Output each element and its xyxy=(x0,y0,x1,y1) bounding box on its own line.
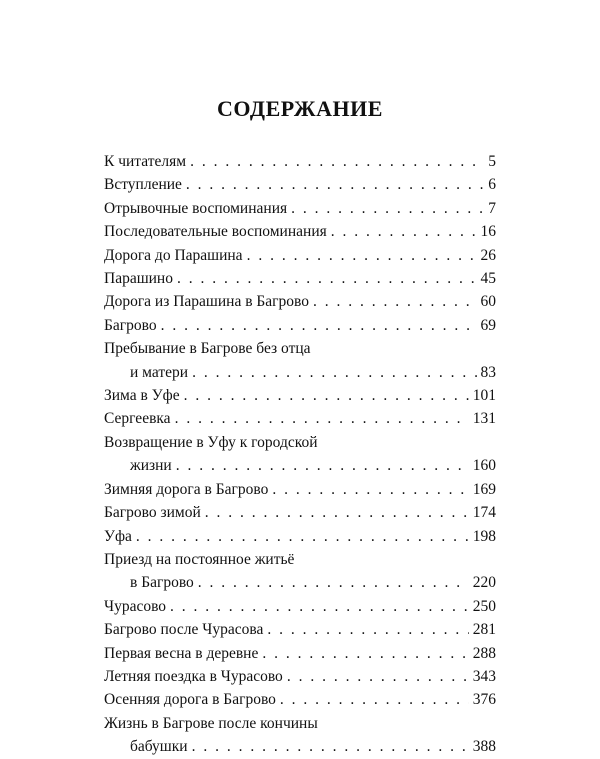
dot-leader xyxy=(280,688,469,711)
toc-entry xyxy=(104,525,496,548)
dot-leader xyxy=(192,735,469,758)
toc-entry-title: Жизнь в Багрове после кончины xyxy=(104,714,318,732)
toc-entry xyxy=(104,314,496,337)
toc-entry-title: Парашино xyxy=(104,270,173,288)
toc-entry-row xyxy=(104,665,496,688)
dot-leader xyxy=(331,220,477,243)
dot-leader xyxy=(184,384,469,407)
toc-entry-title: Багрово зимой xyxy=(104,504,201,522)
toc-entry-row xyxy=(104,314,496,337)
dot-leader xyxy=(190,150,484,173)
toc-entry xyxy=(104,501,496,524)
toc-entry-row xyxy=(104,454,496,477)
toc-entry-title: Дорога до Парашина xyxy=(104,246,243,264)
toc-entry xyxy=(104,337,496,384)
toc-entry-title: Первая весна в деревне xyxy=(104,644,259,662)
dot-leader xyxy=(247,244,477,267)
toc-page-number: 250 xyxy=(472,597,496,615)
toc-page-number: 69 xyxy=(480,316,496,334)
toc-entry xyxy=(104,548,496,595)
table-of-contents xyxy=(104,150,496,759)
toc-entry-continued-row xyxy=(104,431,496,454)
dot-leader xyxy=(267,618,468,641)
toc-entry-title: К читателям xyxy=(104,153,187,170)
toc-entry-row xyxy=(104,618,496,641)
dot-leader xyxy=(198,571,469,594)
toc-entry-title: Сергеевка xyxy=(104,410,171,428)
toc-entry-row xyxy=(104,150,496,173)
page-title: СОДЕРЖАНИЕ xyxy=(217,96,383,121)
toc-entry-title: Зимняя дорога в Багрово xyxy=(104,480,269,498)
toc-entry-title: Возвращение в Уфу к городской xyxy=(104,433,318,451)
toc-page-number: 376 xyxy=(472,691,496,709)
toc-entry-row xyxy=(104,595,496,618)
toc-entry-row xyxy=(104,478,496,501)
dot-leader xyxy=(176,454,469,477)
toc-page-number: 5 xyxy=(488,153,496,170)
toc-entry xyxy=(104,688,496,711)
toc-entry-row xyxy=(104,361,496,384)
toc-entry-row xyxy=(104,688,496,711)
toc-entry xyxy=(104,431,496,478)
toc-page-number: 16 xyxy=(480,223,496,241)
toc-entry xyxy=(104,407,496,430)
toc-entry-row xyxy=(104,735,496,758)
toc-entry-continued-row xyxy=(104,712,496,735)
dot-leader xyxy=(161,314,477,337)
toc-entry-title: Летняя поездка в Чурасово xyxy=(104,667,283,685)
toc-page-number: 101 xyxy=(472,387,496,405)
toc-entry-title: Дорога из Парашина в Багрово xyxy=(104,293,310,311)
toc-entry xyxy=(104,290,496,313)
dot-leader xyxy=(205,501,469,524)
dot-leader xyxy=(313,290,476,313)
toc-entry-row xyxy=(104,384,496,407)
toc-entry-row xyxy=(104,220,496,243)
toc-page-number: 83 xyxy=(480,363,496,381)
toc-page-number: 198 xyxy=(472,527,496,545)
toc-page-number: 220 xyxy=(472,574,496,592)
dot-leader xyxy=(262,642,468,665)
dot-leader xyxy=(177,267,477,290)
toc-page-number: 169 xyxy=(472,480,496,498)
toc-entry-title: в Багрово xyxy=(130,574,194,592)
dot-leader xyxy=(272,478,468,501)
dot-leader xyxy=(170,595,469,618)
toc-entry-row xyxy=(104,642,496,665)
toc-entry xyxy=(104,197,496,220)
toc-page-number: 281 xyxy=(472,621,496,639)
toc-entry-title: Отрывочные воспоминания xyxy=(104,199,288,217)
toc-entry-title: Чурасово xyxy=(104,597,167,615)
dot-leader xyxy=(175,407,469,430)
toc-page-number: 60 xyxy=(480,293,496,311)
toc-page-number: 160 xyxy=(472,457,496,475)
toc-entry xyxy=(104,478,496,501)
toc-entry xyxy=(104,267,496,290)
toc-entry-row xyxy=(104,501,496,524)
toc-entry xyxy=(104,618,496,641)
toc-entry-title: и матери xyxy=(130,363,189,381)
toc-entry xyxy=(104,244,496,267)
toc-entry-title: бабушки xyxy=(130,738,188,756)
toc-entry-row xyxy=(104,407,496,430)
toc-entry-title: Зима в Уфе xyxy=(104,387,180,405)
toc-entry-title: Последовательные воспоминания xyxy=(104,223,327,241)
toc-page-number: 45 xyxy=(480,270,496,288)
toc-entry xyxy=(104,642,496,665)
toc-entry xyxy=(104,595,496,618)
toc-entry-title: Багрово xyxy=(104,316,157,334)
toc-entry xyxy=(104,173,496,196)
toc-page-number: 388 xyxy=(472,738,496,756)
toc-entry-continued-row xyxy=(104,548,496,571)
toc-entry xyxy=(104,150,496,173)
toc-entry xyxy=(104,384,496,407)
toc-entry-row xyxy=(104,197,496,220)
toc-entry-title: Приезд на постоянное житьё xyxy=(104,550,295,568)
dot-leader xyxy=(192,361,476,384)
toc-entry-row xyxy=(104,290,496,313)
toc-entry-row xyxy=(104,571,496,594)
toc-entry xyxy=(104,220,496,243)
toc-entry-title: Осенняя дорога в Багрово xyxy=(104,691,276,709)
toc-entry-continued-row xyxy=(104,337,496,360)
toc-entry-title: жизни xyxy=(130,457,172,475)
toc-page-number: 6 xyxy=(488,176,496,194)
toc-page-number: 26 xyxy=(480,246,496,264)
toc-page-number: 288 xyxy=(472,644,496,662)
dot-leader xyxy=(186,173,484,196)
toc-entry-title: Пребывание в Багрове без отца xyxy=(104,340,311,358)
toc-entry xyxy=(104,665,496,688)
dot-leader xyxy=(287,665,469,688)
toc-page-number: 343 xyxy=(472,667,496,685)
toc-entry-row xyxy=(104,267,496,290)
toc-page-number: 174 xyxy=(472,504,496,522)
toc-entry-title: Вступление xyxy=(104,176,182,194)
toc-entry-row xyxy=(104,244,496,267)
toc-entry xyxy=(104,712,496,759)
dot-leader xyxy=(136,525,469,548)
toc-entry-row xyxy=(104,525,496,548)
dot-leader xyxy=(291,197,484,220)
toc-page-number: 131 xyxy=(472,410,496,428)
toc-entry-title: Багрово после Чурасова xyxy=(104,621,264,639)
toc-entry-title: Уфа xyxy=(104,527,132,545)
toc-page-number: 7 xyxy=(488,199,496,217)
toc-entry-row xyxy=(104,173,496,196)
